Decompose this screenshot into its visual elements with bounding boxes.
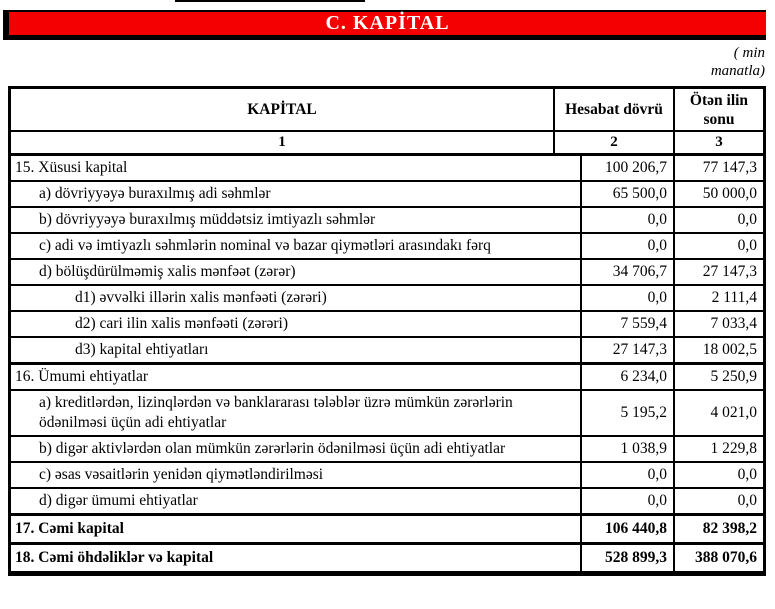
row-label: a) kreditlərdən, lizinqlərdən və banklararası tələblər üzrə mümkün zərərlərin ödənilməsi üçün adi ehtiyatlar (39, 394, 513, 431)
row-label: 18. Cəmi öhdəliklər və kapital (15, 549, 214, 566)
row-value-previous: 4 021,0 (673, 391, 763, 435)
row-value-current: 34 706,7 (580, 260, 673, 284)
table-row (11, 284, 763, 310)
column-header-hesabat-dovru: Hesabat dövrü (553, 89, 673, 130)
row-value-previous: 0,0 (673, 489, 763, 513)
row-value-previous: 0,0 (673, 208, 763, 232)
row-label: a) dövriyyəyə buraxılmış adi səhmlər (39, 185, 271, 202)
row-value-previous: 77 147,3 (673, 156, 763, 180)
column-number-2: 2 (553, 132, 673, 153)
row-label: d1) əvvəlki illərin xalis mənfəəti (zərəri) (75, 289, 327, 306)
row-value-previous: 2 111,4 (673, 286, 763, 310)
section-title: C. KAPİTAL (325, 12, 450, 34)
row-value-current: 528 899,3 (580, 545, 673, 571)
row-value-current: 6 234,0 (580, 365, 673, 389)
row-value-previous: 50 000,0 (673, 182, 763, 206)
column-number-1: 1 (278, 134, 286, 150)
row-label: c) əsas vəsaitlərin yenidən qiymətləndirilməsi (39, 466, 324, 483)
table-row-total-capital (11, 513, 763, 542)
table-row (11, 362, 763, 389)
table-row (11, 153, 763, 180)
table-column-number-row (11, 130, 763, 153)
row-value-previous: 27 147,3 (673, 260, 763, 284)
column-header-kapital: KAPİTAL (247, 101, 317, 118)
row-value-current: 0,0 (580, 208, 673, 232)
table-row (11, 258, 763, 284)
row-label: b) dövriyyəyə buraxılmış müddətsiz imtiyazlı səhmlər (39, 211, 376, 228)
row-value-current: 0,0 (580, 489, 673, 513)
row-value-current: 0,0 (580, 234, 673, 258)
row-label: 17. Cəmi kapital (15, 520, 124, 537)
row-value-previous: 0,0 (673, 463, 763, 487)
row-value-current: 7 559,4 (580, 312, 673, 336)
row-label: d2) cari ilin xalis mənfəəti (zərəri) (75, 315, 289, 332)
row-value-current: 65 500,0 (580, 182, 673, 206)
row-label: c) adi və imtiyazlı səhmlərin nominal və bazar qiymətləri arasındakı fərq (39, 237, 491, 254)
row-value-current: 5 195,2 (580, 391, 673, 435)
row-value-current: 106 440,8 (580, 516, 673, 542)
row-value-previous: 7 033,4 (673, 312, 763, 336)
table-row (11, 232, 763, 258)
unit-note (711, 44, 765, 80)
table-row (11, 487, 763, 513)
row-value-current: 100 206,7 (580, 156, 673, 180)
table-row (11, 461, 763, 487)
column-number-3: 3 (673, 132, 763, 153)
column-header-oten-ilin-sonu: Ötən ilin sonu (673, 89, 763, 130)
unit-note-line1: ( min (733, 45, 765, 61)
row-value-current: 0,0 (580, 286, 673, 310)
row-value-previous: 5 250,9 (673, 365, 763, 389)
table-row (11, 180, 763, 206)
row-value-previous: 1 229,8 (673, 437, 763, 461)
row-value-previous: 0,0 (673, 234, 763, 258)
table-row-total-liabilities-and-capital (11, 542, 763, 571)
row-value-current: 0,0 (580, 463, 673, 487)
table-row (11, 310, 763, 336)
section-title-bar (3, 10, 766, 40)
row-label: 16. Ümumi ehtiyatlar (15, 368, 149, 385)
row-label: 15. Xüsusi kapital (15, 159, 128, 176)
row-value-current: 1 038,9 (580, 437, 673, 461)
row-value-previous: 18 002,5 (673, 338, 763, 362)
row-value-previous: 388 070,6 (673, 545, 763, 571)
row-value-current: 27 147,3 (580, 338, 673, 362)
row-label: d3) kapital ehtiyatları (75, 341, 209, 358)
row-label: b) digər aktivlərdən olan mümkün zərərlərin ödənilməsi üçün adi ehtiyatlar (39, 440, 506, 457)
table-row (11, 336, 763, 362)
row-label: d) bölüşdürülməmiş xalis mənfəət (zərər) (39, 263, 296, 280)
unit-note-line2: manatla) (710, 63, 765, 79)
table-header-row (11, 89, 763, 130)
row-label: d) digər ümumi ehtiyatlar (39, 492, 198, 509)
table-row (11, 435, 763, 461)
capital-table (8, 86, 766, 576)
table-row (11, 206, 763, 232)
table-row (11, 389, 763, 435)
page-top-artifact-line (175, 0, 365, 2)
row-value-previous: 82 398,2 (673, 516, 763, 542)
